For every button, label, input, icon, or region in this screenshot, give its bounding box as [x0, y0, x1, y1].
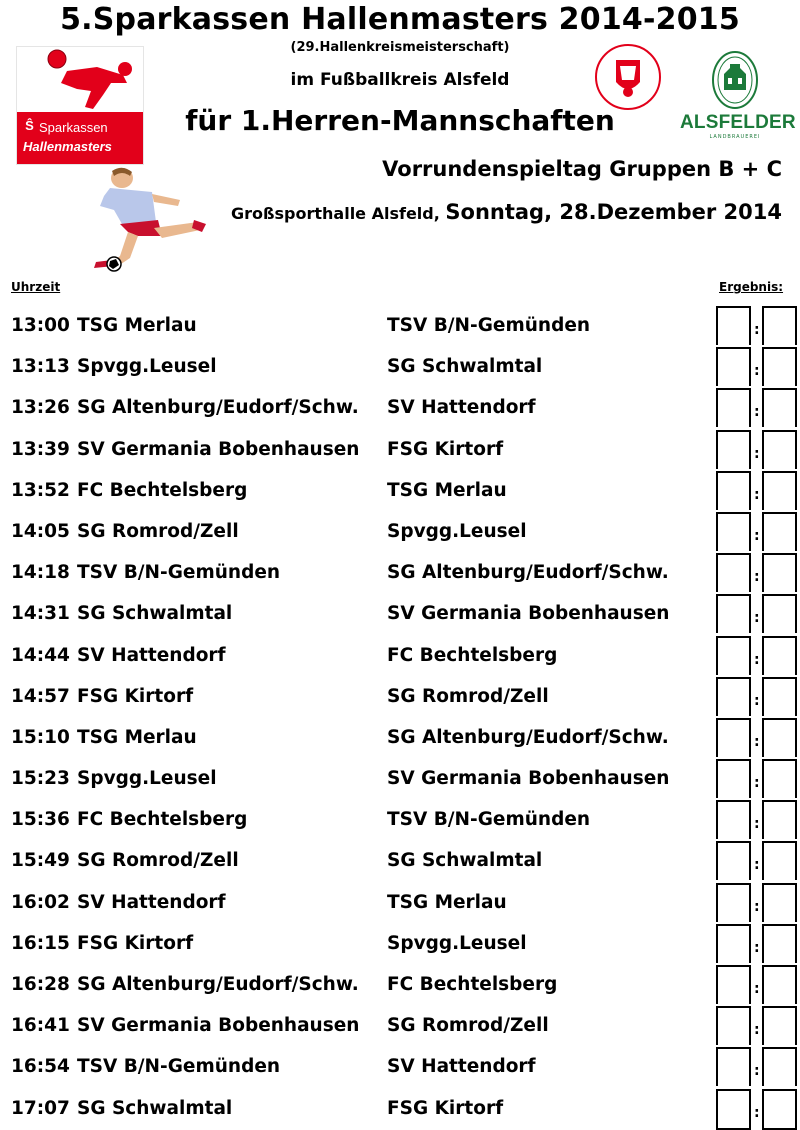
away-team: SG Romrod/Zell — [387, 1015, 549, 1037]
home-team: SG Schwalmtal — [77, 1097, 233, 1119]
score-separator: : — [754, 816, 760, 833]
sparkassen-banner — [17, 112, 143, 164]
match-time: 17:07 — [11, 1097, 70, 1119]
away-score-box[interactable] — [762, 471, 797, 510]
match-row — [0, 471, 800, 512]
home-score-box[interactable] — [716, 800, 751, 839]
match-time: 14:05 — [11, 520, 70, 542]
home-team: TSV B/N-Gemünden — [77, 1056, 281, 1078]
home-score-box[interactable] — [716, 594, 751, 633]
home-score-box[interactable] — [716, 883, 751, 922]
score-separator: : — [754, 404, 760, 421]
match-row — [0, 1089, 800, 1130]
away-team: TSG Merlau — [387, 891, 507, 913]
home-team: FSG Kirtorf — [77, 932, 194, 954]
away-score-box[interactable] — [762, 553, 797, 592]
away-team: SG Schwalmtal — [387, 356, 543, 378]
score-separator: : — [754, 610, 760, 627]
score-separator: : — [754, 981, 760, 997]
district-line: im Fußballkreis Alsfeld — [290, 70, 510, 90]
match-time: 15:23 — [11, 768, 70, 790]
score-separator: : — [754, 322, 760, 338]
score-separator: : — [754, 775, 760, 792]
score-separator: : — [754, 1104, 760, 1121]
venue: Großsporthalle Alsfeld, — [230, 204, 440, 223]
category-line: für 1.Herren-Mannschaften — [185, 104, 615, 137]
away-score-box[interactable] — [762, 636, 797, 675]
away-score-box[interactable] — [762, 594, 797, 633]
home-score-box[interactable] — [716, 471, 751, 510]
away-team: FSG Kirtorf — [387, 1097, 504, 1119]
match-row — [0, 718, 800, 759]
home-team: FSG Kirtorf — [77, 685, 194, 707]
match-time: 16:02 — [11, 891, 70, 913]
home-team: TSG Merlau — [77, 315, 197, 336]
away-score-box[interactable] — [762, 924, 797, 963]
score-separator: : — [754, 651, 760, 668]
away-score-box[interactable] — [762, 1047, 797, 1086]
away-team: FC Bechtelsberg — [387, 644, 558, 666]
match-time: 13:52 — [11, 479, 70, 501]
score-separator: : — [754, 692, 760, 709]
home-score-box[interactable] — [716, 1089, 751, 1130]
match-row — [0, 759, 800, 800]
home-team: SG Altenburg/Eudorf/Schw. — [77, 397, 359, 419]
match-time: 13:39 — [11, 438, 70, 460]
home-score-box[interactable] — [716, 965, 751, 1004]
match-row — [0, 841, 800, 882]
home-team: SV Hattendorf — [77, 891, 226, 913]
subtitle: (29.Hallenkreismeisterschaft) — [290, 40, 510, 55]
score-separator: : — [754, 486, 760, 503]
home-team: SG Romrod/Zell — [77, 520, 239, 542]
home-team: FC Bechtelsberg — [77, 809, 248, 831]
home-team: Spvgg.Leusel — [77, 768, 217, 790]
away-score-box[interactable] — [762, 306, 797, 345]
home-score-box[interactable] — [716, 924, 751, 963]
away-score-box[interactable] — [762, 347, 797, 386]
home-team: TSV B/N-Gemünden — [77, 562, 281, 584]
away-team: FSG Kirtorf — [387, 438, 504, 460]
alsfelder-logo — [680, 50, 796, 140]
away-team: Spvgg.Leusel — [387, 520, 527, 542]
match-time: 14:31 — [11, 603, 70, 625]
home-score-box[interactable] — [716, 1047, 751, 1086]
home-score-box[interactable] — [716, 512, 751, 551]
home-score-box[interactable] — [716, 718, 751, 757]
score-separator: : — [754, 363, 760, 380]
sparkasse-s-icon: Ŝ — [25, 118, 34, 133]
alsfelder-wordmark: ALSFELDER — [680, 112, 796, 133]
home-score-box[interactable] — [716, 553, 751, 592]
away-team: SG Altenburg/Eudorf/Schw. — [387, 726, 669, 748]
away-team: Spvgg.Leusel — [387, 932, 527, 954]
score-separator: : — [754, 445, 760, 462]
score-separator: : — [754, 898, 760, 915]
result-column-header: Ergebnis: — [719, 280, 784, 294]
score-separator: : — [754, 857, 760, 874]
match-time: 16:15 — [11, 932, 70, 954]
time-column-header: Uhrzeit — [11, 280, 61, 294]
match-row — [0, 553, 800, 594]
hallenmasters-name: Hallenmasters — [23, 139, 112, 154]
match-time: 14:18 — [11, 562, 70, 584]
home-team: SG Romrod/Zell — [77, 850, 239, 872]
sparkassen-hallenmasters-logo — [16, 46, 144, 165]
home-team: SG Schwalmtal — [77, 603, 233, 625]
match-row — [0, 924, 800, 965]
score-separator: : — [754, 1063, 760, 1080]
match-row — [0, 1006, 800, 1047]
away-team: TSV B/N-Gemünden — [387, 809, 591, 831]
home-score-box[interactable] — [716, 677, 751, 716]
match-time: 13:26 — [11, 397, 70, 419]
alsfelder-emblem-icon — [680, 50, 790, 110]
away-team: SG Romrod/Zell — [387, 685, 549, 707]
away-team: SG Altenburg/Eudorf/Schw. — [387, 562, 669, 584]
home-score-box[interactable] — [716, 306, 751, 345]
away-team: SG Schwalmtal — [387, 850, 543, 872]
away-score-box[interactable] — [762, 883, 797, 922]
round-line: Vorrundenspieltag Gruppen B + C — [382, 157, 782, 181]
match-time: 15:36 — [11, 809, 70, 831]
away-score-box[interactable] — [762, 430, 797, 469]
away-score-box[interactable] — [762, 965, 797, 1004]
match-time: 13:13 — [11, 356, 70, 378]
home-team: TSG Merlau — [77, 726, 197, 748]
home-team: SV Germania Bobenhausen — [77, 1015, 360, 1037]
match-time: 16:54 — [11, 1056, 70, 1078]
away-team: SV Hattendorf — [387, 397, 536, 419]
score-separator: : — [754, 733, 760, 750]
away-score-box[interactable] — [762, 1089, 797, 1130]
soccer-player-illustration — [82, 166, 207, 272]
page-title: 5.Sparkassen Hallenmasters 2014-2015 — [60, 2, 740, 37]
home-score-box[interactable] — [716, 759, 751, 798]
home-score-box[interactable] — [716, 430, 751, 469]
match-time: 16:41 — [11, 1015, 70, 1037]
score-separator: : — [754, 569, 760, 586]
home-score-box[interactable] — [716, 636, 751, 675]
away-team: TSV B/N-Gemünden — [387, 315, 591, 336]
score-separator: : — [754, 1022, 760, 1039]
away-team: FC Bechtelsberg — [387, 974, 558, 995]
match-row — [0, 1047, 800, 1088]
away-score-box[interactable] — [762, 841, 797, 880]
home-team: Spvgg.Leusel — [77, 356, 217, 378]
sparkassen-name: Sparkassen — [39, 120, 108, 135]
match-time: 16:28 — [11, 974, 70, 995]
match-row — [0, 965, 800, 1006]
away-score-box[interactable] — [762, 388, 797, 427]
match-time: 14:44 — [11, 644, 70, 666]
home-team: SV Germania Bobenhausen — [77, 438, 360, 460]
match-time: 13:00 — [11, 315, 70, 336]
match-row — [0, 636, 800, 677]
soccer-player-icon — [27, 49, 137, 113]
score-separator: : — [754, 527, 760, 544]
match-row — [0, 347, 800, 388]
match-row — [0, 800, 800, 841]
match-time: 15:10 — [11, 726, 70, 748]
home-team: SV Hattendorf — [77, 644, 226, 666]
away-score-box[interactable] — [762, 512, 797, 551]
match-row — [0, 306, 800, 347]
match-row — [0, 677, 800, 718]
match-row — [0, 388, 800, 429]
away-score-box[interactable] — [762, 718, 797, 757]
match-time: 14:57 — [11, 685, 70, 707]
match-row — [0, 883, 800, 924]
match-row — [0, 512, 800, 553]
home-score-box[interactable] — [716, 841, 751, 880]
away-score-box[interactable] — [762, 800, 797, 839]
away-score-box[interactable] — [762, 677, 797, 716]
venue-date-line — [231, 200, 782, 224]
score-separator: : — [754, 939, 760, 956]
match-time: 15:49 — [11, 850, 70, 872]
away-score-box[interactable] — [762, 759, 797, 798]
away-score-box[interactable] — [762, 1006, 797, 1045]
home-score-box[interactable] — [716, 347, 751, 386]
away-team: SV Germania Bobenhausen — [387, 768, 670, 790]
match-row — [0, 594, 800, 635]
home-team: SG Altenburg/Eudorf/Schw. — [77, 974, 359, 995]
match-row — [0, 430, 800, 471]
home-team: FC Bechtelsberg — [77, 479, 248, 501]
match-schedule — [0, 306, 800, 1130]
event-date: Sonntag, 28.Dezember 2014 — [445, 200, 782, 224]
away-team: SV Germania Bobenhausen — [387, 603, 670, 625]
hfv-logo — [590, 42, 666, 112]
away-team: SV Hattendorf — [387, 1056, 536, 1078]
alsfelder-subline: LANDBRAUEREI — [709, 134, 761, 140]
away-team: TSG Merlau — [387, 479, 507, 501]
home-score-box[interactable] — [716, 1006, 751, 1045]
home-score-box[interactable] — [716, 388, 751, 427]
